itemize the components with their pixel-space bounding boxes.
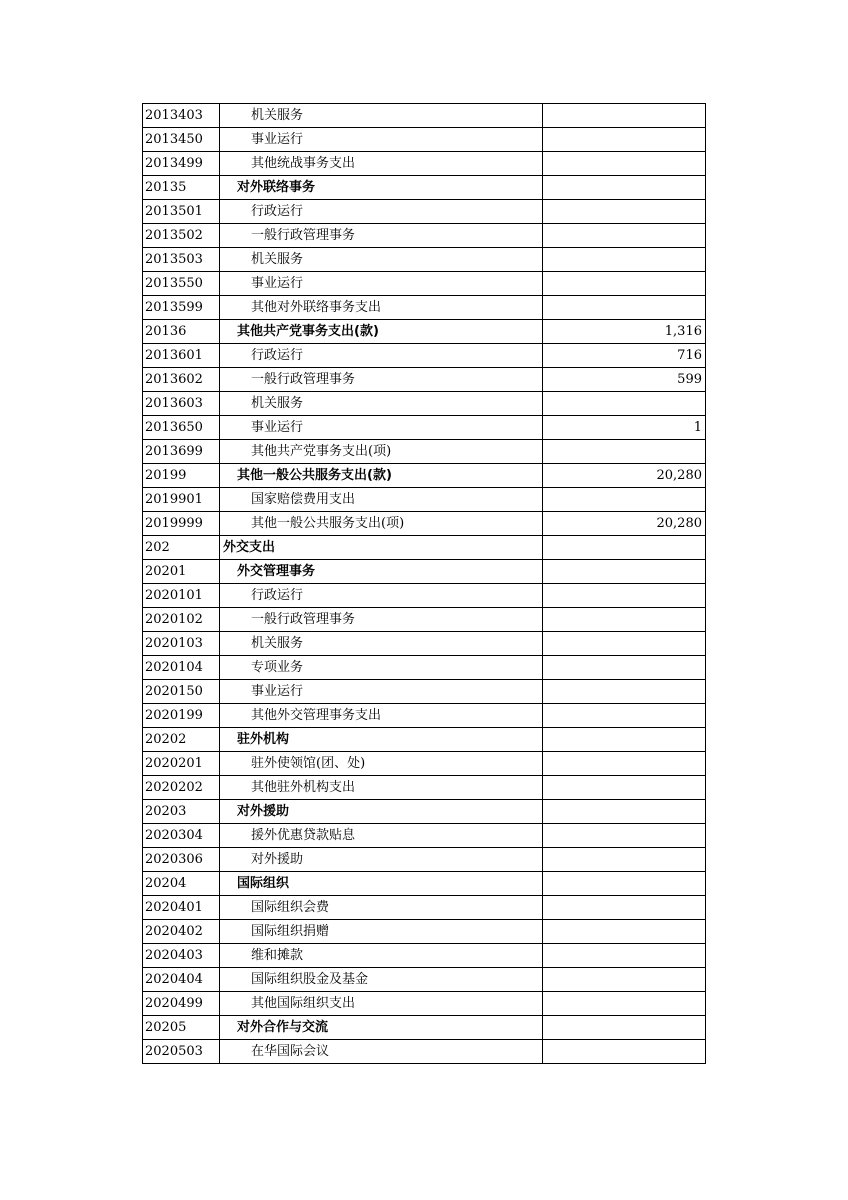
table-row bbox=[143, 1040, 706, 1064]
amount-cell bbox=[543, 1040, 706, 1064]
amount-cell bbox=[543, 488, 706, 512]
table-row bbox=[143, 824, 706, 848]
subject-name-cell: 援外优惠贷款贴息 bbox=[220, 824, 543, 848]
amount-cell: 1 bbox=[543, 416, 706, 440]
amount-cell bbox=[543, 656, 706, 680]
subject-code-cell: 2013599 bbox=[143, 296, 220, 320]
table-row bbox=[143, 848, 706, 872]
amount-cell bbox=[543, 296, 706, 320]
subject-name-cell: 外交管理事务 bbox=[220, 560, 543, 584]
subject-name-cell: 在华国际会议 bbox=[220, 1040, 543, 1064]
subject-name-cell: 维和摊款 bbox=[220, 944, 543, 968]
subject-code-cell: 2020499 bbox=[143, 992, 220, 1016]
table-row bbox=[143, 992, 706, 1016]
amount-cell bbox=[543, 200, 706, 224]
table-row bbox=[143, 704, 706, 728]
table-row bbox=[143, 632, 706, 656]
subject-code-cell: 2013450 bbox=[143, 128, 220, 152]
subject-code-cell: 20203 bbox=[143, 800, 220, 824]
table-row bbox=[143, 512, 706, 536]
table-row bbox=[143, 920, 706, 944]
amount-cell bbox=[543, 248, 706, 272]
subject-code-cell: 2013603 bbox=[143, 392, 220, 416]
subject-code-cell: 2013501 bbox=[143, 200, 220, 224]
table-row bbox=[143, 296, 706, 320]
table-row bbox=[143, 248, 706, 272]
amount-cell bbox=[543, 392, 706, 416]
subject-code-cell: 20205 bbox=[143, 1016, 220, 1040]
subject-code-cell: 2013550 bbox=[143, 272, 220, 296]
amount-cell: 716 bbox=[543, 344, 706, 368]
amount-cell bbox=[543, 992, 706, 1016]
subject-code-cell: 20136 bbox=[143, 320, 220, 344]
subject-name-cell: 事业运行 bbox=[220, 416, 543, 440]
subject-name-cell: 其他对外联络事务支出 bbox=[220, 296, 543, 320]
table-row bbox=[143, 224, 706, 248]
amount-cell: 1,316 bbox=[543, 320, 706, 344]
subject-code-cell: 2013602 bbox=[143, 368, 220, 392]
subject-name-cell: 其他国际组织支出 bbox=[220, 992, 543, 1016]
amount-cell bbox=[543, 224, 706, 248]
subject-code-cell: 20204 bbox=[143, 872, 220, 896]
subject-code-cell: 2020304 bbox=[143, 824, 220, 848]
subject-name-cell: 机关服务 bbox=[220, 392, 543, 416]
amount-cell: 20,280 bbox=[543, 464, 706, 488]
amount-cell bbox=[543, 560, 706, 584]
amount-cell bbox=[543, 800, 706, 824]
table-row bbox=[143, 488, 706, 512]
amount-cell bbox=[543, 104, 706, 128]
budget-table bbox=[142, 103, 706, 1064]
subject-name-cell: 国际组织会费 bbox=[220, 896, 543, 920]
amount-cell bbox=[543, 176, 706, 200]
subject-name-cell: 其他驻外机构支出 bbox=[220, 776, 543, 800]
table-row bbox=[143, 152, 706, 176]
subject-code-cell: 2020201 bbox=[143, 752, 220, 776]
table-row bbox=[143, 272, 706, 296]
subject-name-cell: 事业运行 bbox=[220, 272, 543, 296]
subject-code-cell: 2019999 bbox=[143, 512, 220, 536]
subject-name-cell: 对外援助 bbox=[220, 848, 543, 872]
table-row bbox=[143, 776, 706, 800]
table-row bbox=[143, 872, 706, 896]
table-row bbox=[143, 608, 706, 632]
subject-name-cell: 行政运行 bbox=[220, 200, 543, 224]
amount-cell bbox=[543, 1016, 706, 1040]
subject-code-cell: 202 bbox=[143, 536, 220, 560]
table-row bbox=[143, 440, 706, 464]
amount-cell bbox=[543, 632, 706, 656]
subject-code-cell: 2013699 bbox=[143, 440, 220, 464]
subject-name-cell: 事业运行 bbox=[220, 128, 543, 152]
table-row bbox=[143, 176, 706, 200]
table-body bbox=[143, 104, 706, 1064]
subject-name-cell: 机关服务 bbox=[220, 632, 543, 656]
subject-name-cell: 国际组织捐赠 bbox=[220, 920, 543, 944]
table-row bbox=[143, 320, 706, 344]
table-row bbox=[143, 752, 706, 776]
table-row bbox=[143, 944, 706, 968]
subject-code-cell: 2013403 bbox=[143, 104, 220, 128]
table-row bbox=[143, 800, 706, 824]
table-row bbox=[143, 200, 706, 224]
subject-name-cell: 行政运行 bbox=[220, 344, 543, 368]
subject-code-cell: 2020403 bbox=[143, 944, 220, 968]
table-row bbox=[143, 368, 706, 392]
subject-code-cell: 2020199 bbox=[143, 704, 220, 728]
table-row bbox=[143, 344, 706, 368]
amount-cell bbox=[543, 896, 706, 920]
table-row bbox=[143, 104, 706, 128]
table-row bbox=[143, 656, 706, 680]
amount-cell bbox=[543, 728, 706, 752]
amount-cell bbox=[543, 440, 706, 464]
amount-cell bbox=[543, 968, 706, 992]
subject-name-cell: 机关服务 bbox=[220, 248, 543, 272]
amount-cell bbox=[543, 920, 706, 944]
subject-name-cell: 其他一般公共服务支出(款) bbox=[220, 464, 543, 488]
table-row bbox=[143, 536, 706, 560]
subject-code-cell: 20135 bbox=[143, 176, 220, 200]
subject-name-cell: 国际组织 bbox=[220, 872, 543, 896]
subject-code-cell: 2013503 bbox=[143, 248, 220, 272]
table-row bbox=[143, 728, 706, 752]
subject-code-cell: 2013650 bbox=[143, 416, 220, 440]
table-row bbox=[143, 128, 706, 152]
subject-code-cell: 2020150 bbox=[143, 680, 220, 704]
subject-code-cell: 2013499 bbox=[143, 152, 220, 176]
table-row bbox=[143, 392, 706, 416]
amount-cell bbox=[543, 872, 706, 896]
subject-name-cell: 对外援助 bbox=[220, 800, 543, 824]
amount-cell bbox=[543, 704, 706, 728]
subject-code-cell: 2020404 bbox=[143, 968, 220, 992]
subject-name-cell: 国际组织股金及基金 bbox=[220, 968, 543, 992]
subject-name-cell: 驻外使领馆(团、处) bbox=[220, 752, 543, 776]
table-row bbox=[143, 968, 706, 992]
subject-name-cell: 对外合作与交流 bbox=[220, 1016, 543, 1040]
subject-code-cell: 2020103 bbox=[143, 632, 220, 656]
subject-name-cell: 一般行政管理事务 bbox=[220, 224, 543, 248]
subject-code-cell: 2020402 bbox=[143, 920, 220, 944]
amount-cell bbox=[543, 776, 706, 800]
amount-cell bbox=[543, 680, 706, 704]
amount-cell bbox=[543, 152, 706, 176]
subject-name-cell: 事业运行 bbox=[220, 680, 543, 704]
amount-cell bbox=[543, 848, 706, 872]
subject-code-cell: 2013601 bbox=[143, 344, 220, 368]
subject-name-cell: 国家赔偿费用支出 bbox=[220, 488, 543, 512]
subject-name-cell: 专项业务 bbox=[220, 656, 543, 680]
table-row bbox=[143, 896, 706, 920]
amount-cell bbox=[543, 824, 706, 848]
subject-name-cell: 一般行政管理事务 bbox=[220, 608, 543, 632]
amount-cell bbox=[543, 128, 706, 152]
amount-cell bbox=[543, 536, 706, 560]
subject-code-cell: 2020102 bbox=[143, 608, 220, 632]
amount-cell: 599 bbox=[543, 368, 706, 392]
amount-cell: 20,280 bbox=[543, 512, 706, 536]
table-row bbox=[143, 584, 706, 608]
table-row bbox=[143, 416, 706, 440]
subject-code-cell: 2019901 bbox=[143, 488, 220, 512]
subject-name-cell: 机关服务 bbox=[220, 104, 543, 128]
amount-cell bbox=[543, 584, 706, 608]
subject-code-cell: 20199 bbox=[143, 464, 220, 488]
subject-code-cell: 20202 bbox=[143, 728, 220, 752]
subject-code-cell: 2013502 bbox=[143, 224, 220, 248]
table-row bbox=[143, 1016, 706, 1040]
subject-name-cell: 外交支出 bbox=[220, 536, 543, 560]
subject-name-cell: 其他共产党事务支出(款) bbox=[220, 320, 543, 344]
subject-code-cell: 2020306 bbox=[143, 848, 220, 872]
amount-cell bbox=[543, 272, 706, 296]
subject-name-cell: 其他一般公共服务支出(项) bbox=[220, 512, 543, 536]
amount-cell bbox=[543, 752, 706, 776]
table-row bbox=[143, 680, 706, 704]
table-row bbox=[143, 560, 706, 584]
subject-code-cell: 2020101 bbox=[143, 584, 220, 608]
subject-name-cell: 行政运行 bbox=[220, 584, 543, 608]
subject-name-cell: 其他统战事务支出 bbox=[220, 152, 543, 176]
subject-name-cell: 对外联络事务 bbox=[220, 176, 543, 200]
amount-cell bbox=[543, 608, 706, 632]
subject-name-cell: 其他外交管理事务支出 bbox=[220, 704, 543, 728]
amount-cell bbox=[543, 944, 706, 968]
subject-name-cell: 驻外机构 bbox=[220, 728, 543, 752]
subject-name-cell: 一般行政管理事务 bbox=[220, 368, 543, 392]
subject-code-cell: 2020202 bbox=[143, 776, 220, 800]
subject-code-cell: 2020401 bbox=[143, 896, 220, 920]
subject-code-cell: 2020503 bbox=[143, 1040, 220, 1064]
subject-name-cell: 其他共产党事务支出(项) bbox=[220, 440, 543, 464]
subject-code-cell: 2020104 bbox=[143, 656, 220, 680]
table-row bbox=[143, 464, 706, 488]
subject-code-cell: 20201 bbox=[143, 560, 220, 584]
